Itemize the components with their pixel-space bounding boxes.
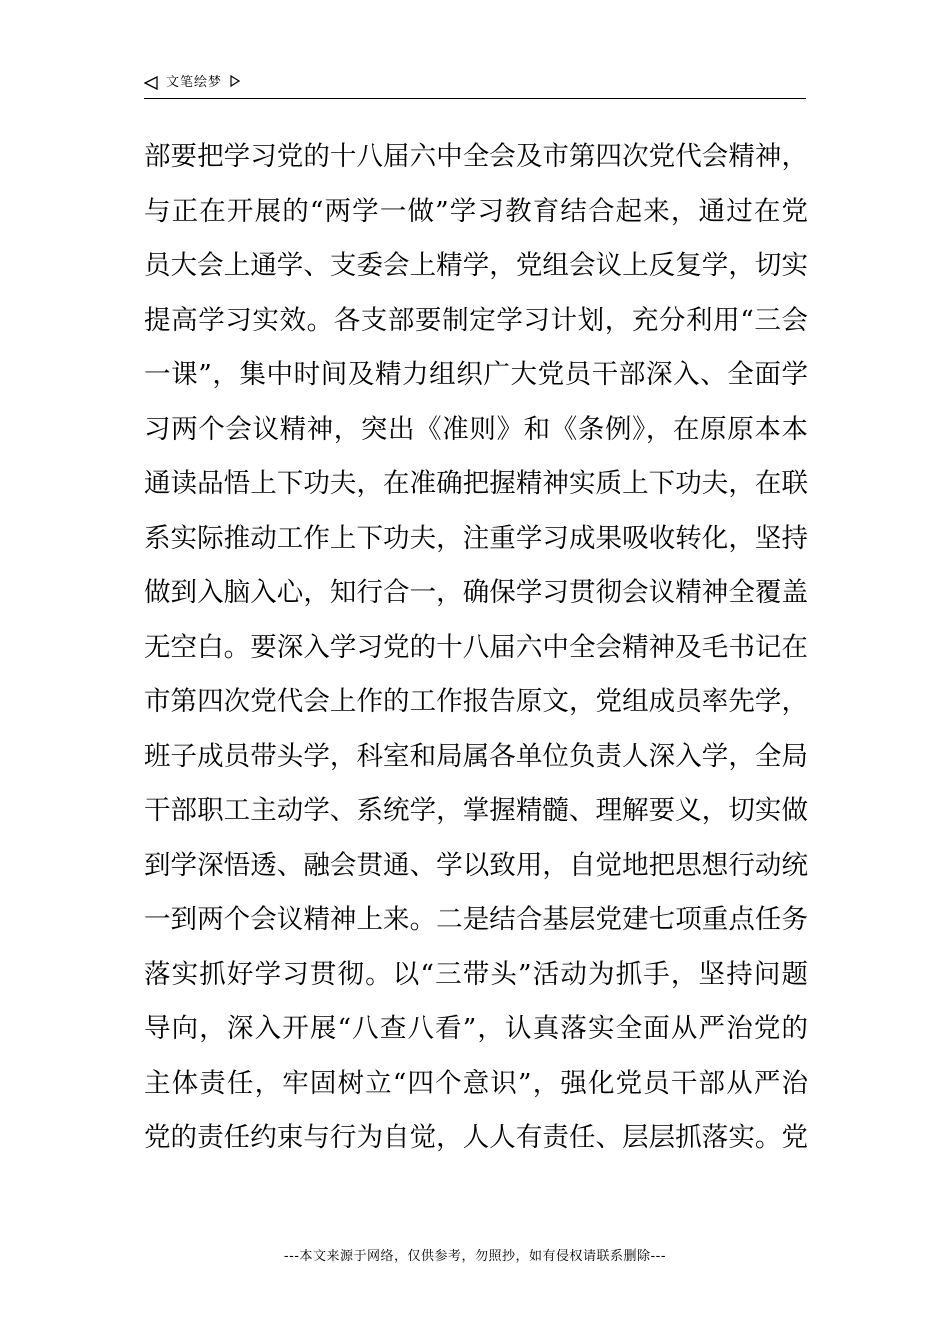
text-line: 党的责任约束与行为自觉，人人有责任、层层抓落实。党 — [144, 1122, 808, 1153]
text-line: 主体责任，牢固树立“四个意识”，强化党员干部从严治 — [144, 1067, 808, 1099]
text-line: 到学深悟透、融会贯通、学以致用，自觉地把思想行动统 — [144, 849, 808, 881]
text-line: 导向，深入开展“八查八看”，认真落实全面从严治党的 — [144, 1013, 808, 1044]
text-line: 无空白。要深入学习党的十八届六中全会精神及毛书记在 — [144, 631, 808, 663]
document-body — [144, 130, 808, 1166]
text-line: 市第四次党代会上作的工作报告原文，党组成员率先学， — [144, 686, 808, 717]
text-line: 一课”，集中时间及精力组织广大党员干部深入、全面学 — [144, 359, 808, 390]
text-line: 干部职工主动学、系统学，掌握精髓、理解要义，切实做 — [144, 795, 808, 826]
text-line: 与正在开展的“两学一做”学习教育结合起来，通过在党 — [144, 195, 808, 227]
text-line: 落实抓好学习贯彻。以“三带头”活动为抓手，坚持问题 — [144, 958, 808, 990]
triangle-left-icon — [144, 76, 158, 90]
text-line: 部要把学习党的十八届六中全会及市第四次党代会精神， — [144, 141, 808, 172]
text-line: 习两个会议精神，突出《准则》和《条例》，在原原本本 — [144, 413, 808, 445]
page-header — [144, 72, 806, 99]
text-line: 系实际推动工作上下功夫，注重学习成果吸收转化，坚持 — [144, 522, 808, 554]
text-line: 班子成员带头学，科室和局属各单位负责人深入学，全局 — [144, 740, 808, 772]
text-line: 一到两个会议精神上来。二是结合基层党建七项重点任务 — [144, 904, 808, 935]
header-brand: 文笔绘梦 — [166, 75, 223, 90]
text-line: 员大会上通学、支委会上精学，党组会议上反复学，切实 — [144, 250, 808, 281]
text-line: 通读品悟上下功夫，在准确把握精神实质上下功夫，在联 — [144, 468, 808, 499]
triangle-right-icon — [230, 75, 240, 87]
text-line: 提高学习实效。各支部要制定学习计划，充分利用“三会 — [144, 304, 808, 336]
footer-disclaimer: ---本文来源于网络，仅供参考，勿照抄，如有侵权请联系删除--- — [283, 1249, 667, 1264]
text-line: 做到入脑入心，知行合一，确保学习贯彻会议精神全覆盖 — [144, 577, 808, 608]
